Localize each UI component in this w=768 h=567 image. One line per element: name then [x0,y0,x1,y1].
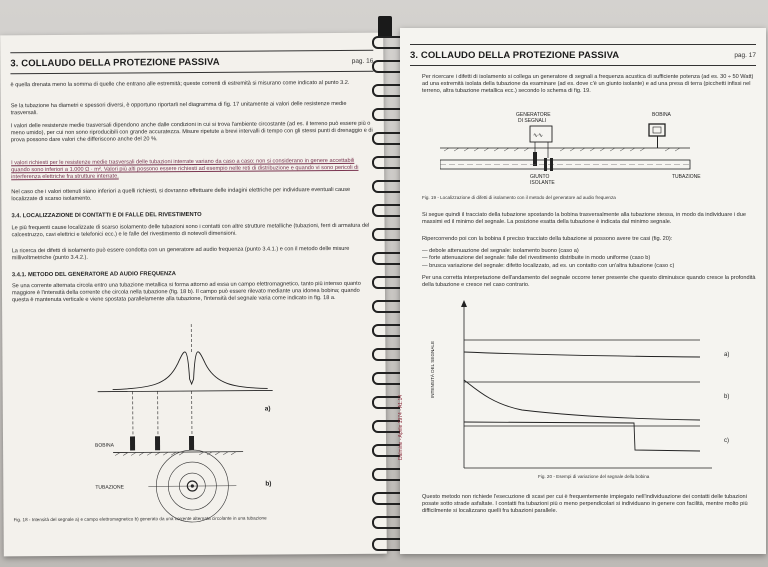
paragraph: Ripercorrendo poi con la bobina il preciso tracciato della tubazione si possono avere tre casi (fig. 20): [422,236,673,242]
coil-marker [130,436,135,450]
list-item: — brusca variazione del segnale: difetto localizzato, ad es. un contatto con un'altra tubazione (caso c) [422,262,675,269]
svg-text:∿∿: ∿∿ [533,133,544,139]
left-page-header [10,50,373,75]
paragraph: Per ricercare i difetti di isolamento si collega un generatore di segnali a frequenza acustica di sufficiente potenza (ad es. 30 ÷ 50 Watt) ad una estremità isolata della tubazione da esaminare (ad es. dove c'è un giunto isolante) e ad una presa di terra (picchetti infissi nel terreno, altra tubazione metallica ecc.) secondo lo schema di fig. 19. [422,74,754,95]
figure-18 [92,323,313,525]
paragraph: Nel caso che i valori ottenuti siano inferiori a quelli richiesti, si dovranno effettuare delle indagini elettriche per individuare eventuali cause localizzate di scarso isolamento. [11,186,351,203]
paragraph: Questo metodo non richiede l'esecuzione di scavi per cui è frequentemente impiegato nell'individuazione dei contatti delle tubazioni posate sotto strade asfaltate. I contatti fra tubazioni più o meno perpendicolari si individuano in genere con facilità, mentre molto più difficilmente si localizzano quelli fra tubazioni parallele. [422,494,748,515]
paragraph: La ricerca dei difetti di isolamento può essere condotta con un generatore ad audio frequenza (punto 3.4.1.) e con il metodo delle misure millivoltmetriche (punto 3.4.2.). [11,245,350,262]
paragraph: Se la tubazione ha diametri e spessori diversi, è opportuno riportarli nel diagramma di fig. 17 unitamente ai valori delle resistenze medie trasversali. [10,100,347,117]
fig20-label-a: a) [724,352,730,358]
coil-marker [155,436,160,450]
figure-caption: Fig. 18 - Intensità del segnale a) e campo elettromagnetico b) generato da una corrente alternata circolante in una tubazione [13,515,267,523]
paragraph: è quella drenata meno la somma di quelle che entrano alle estremità; queste correnti di estremità si misurano come indicato al punto 3.2. [10,79,350,89]
coil-box [649,124,665,136]
list-item: — debole attenuazione del segnale: isolamento buono (caso a) [422,248,579,254]
insulating-joint [550,158,553,171]
figure-caption: Fig. 20 - Esempi di variazione del segnale della bobina [538,474,650,479]
right-page-header [410,44,756,66]
fig19-label: GENERATORE [516,112,551,118]
subsection-heading: 3.4. LOCALIZZAZIONE DI CONTATTI E DI FALLE DEL RIVESTIMENTO [11,211,202,220]
paragraph: I valori delle resistenze medie trasversali dipendono anche dalle condizioni in cui si trova l'ambiente circostante (ad es. il terreno può essere più o meno umido), per cui non sono riproducibili con grande accuratezza. Misure ripetute a brevi intervalli di tempo con gli stessi punti di drenaggio e di prova possono dare valori che differiscono anche del 20 %. [10,120,373,144]
section-title: 3. COLLAUDO DELLA PROTEZIONE PASSIVA [10,56,220,69]
curve-a [464,352,700,357]
page-number: pag. 16 [351,57,374,65]
paragraph: Se una corrente alternata circola entro una tubazione metallica si forma attorno ad essa un campo elettromagnetico, tanto più intenso quanto maggiore è l'intensità della corrente che circola nella tubazione (fig. 18 b). Il campo può essere rilevato mediante una idonea bobina; quando questa è mantenuta verticale e viene spostata parallelamente alla tubazione, l'intensità del segnale varia come indicato in fig. 18 a. [11,280,361,304]
fig19-label: ISOLANTE [530,180,555,186]
curve-b [464,380,700,420]
fig20-label-c: c) [724,438,729,444]
fig19-label: BOBINA [652,112,671,118]
section-title: 3. COLLAUDO DELLA PROTEZIONE PASSIVA [410,49,620,61]
axis-line [98,390,273,391]
earth-stake [533,152,537,166]
list-item: — forte attenuazione del segnale: falle del rivestimento distribuite in modo uniforme (caso b) [422,255,651,262]
fig20-label-b: b) [724,394,730,400]
fig19-label: GIUNTO [530,174,550,180]
publication-code: Dalmine - Aprile 1974 - A1.14 [398,394,404,460]
figure-20 [452,300,732,480]
fig19-label: TUBAZIONE [672,174,701,180]
page-number: pag. 17 [734,51,756,59]
cases-list [422,248,758,270]
ground-line [113,452,243,453]
pipe-axis [148,486,236,487]
insulating-joint [544,158,547,171]
paragraph: Si segue quindi il tracciato della tubazione spostando la bobina trasversalmente alla tubazione stessa, in modo da individuare i due massimi ed il minimo del segnale. La posizione esatta della tubazione è indicata dal minimo segnale. [422,212,747,226]
right-page [400,28,766,554]
coil-marker [189,436,194,450]
fig20-ylabel: INTENSITÀ DEL SEGNALE [430,340,435,398]
subsection-heading: 3.4.1. METODO DEL GENERATORE AD AUDIO FREQUENZA [11,271,176,279]
paragraph: Per una corretta interpretazione dell'andamento del segnale occorre tener presente che questo diminuisce quando cresce la profondità della tubazione e cresce nel caso contrario. [422,275,756,289]
signal-curve [112,351,267,389]
fig-label-a: a) [264,405,271,413]
figure-caption: Fig. 19 - Localizzazione di difetti di isolamento con il metodo del generatore ad audio frequenza [422,195,616,200]
left-page [0,33,387,557]
highlighted-paragraph: I valori richiesti per le resistenze medie trasversali delle tubazioni interrate variano da caso a caso: non si considerano in genere accettabili quando sono inferiori a 1.000 Ω · m². Valori più alti possono essere richiesti ad esempio nelle reti di distribuzione e quando vi sono pericoli di interferenza elettriche fra strutture interrate. [11,157,359,181]
fig-label-b: b) [265,480,272,488]
fig-label-bobina: BOBINA [95,442,114,449]
paragraph: Le più frequenti cause localizzate di scarso isolamento delle tubazioni sono i contatti con altre strutture metalliche (tubazioni, ferri di armatura del calcestruzzo, cavi elettrici e telefonici ecc.) e le falle del rivestimento di notevoli dimensioni. [11,222,370,239]
fig19-label: DI SEGNALI [518,118,547,124]
fig-label-tubazione: TUBAZIONE [95,484,124,491]
